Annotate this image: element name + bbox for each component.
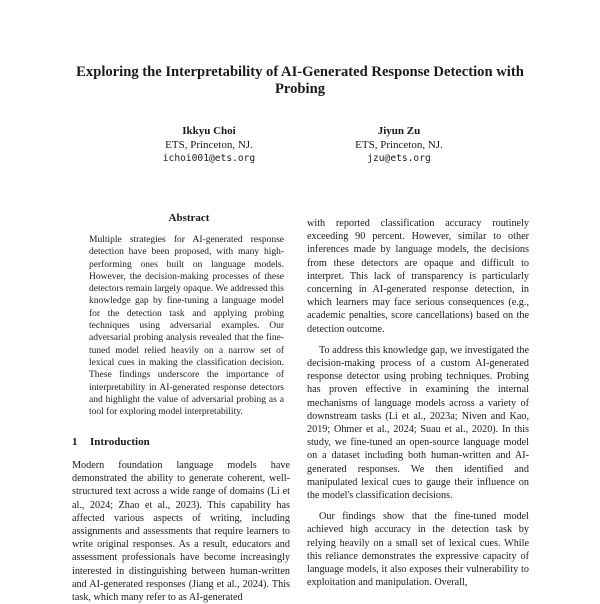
author-block-1 (129, 124, 289, 166)
body-paragraph: To address this knowledge gap, we investigated the decision-making process of a custom AI-generated response detector using probing techniques. Probing has proven effective in examining the internal mechanisms of language models across a variety of downstream tasks (Li et al., 2023a; Niven and Kao, 2019; Ohmer et al., 2024; Suau et al., 2020). In this study, we fine-tuned an open-source language model on a dataset including both human-written and AI-generated responses. We then identified and manipulated lexical cues to gauge their influence on the model's classification decisions. (307, 344, 529, 502)
abstract-heading: Abstract (168, 212, 210, 224)
abstract-body: Multiple strategies for AI-generated response detection have been proposed, with many high-performing ones built on language models. However, the decision-making processes of these detectors remain largely opaque. We addressed this knowledge gap by fine-tuning a language model for the detection task and applying probing techniques using adversarial examples. Our adversarial probing analysis revealed that the fine-tuned model relied heavily on a narrow set of lexical cues in making the classification decision. These findings underscore the importance of interpretability in AI-generated response detectors and highlight the value of adversarial probing as a tool for exploring model interpretability. (89, 235, 284, 418)
body-paragraph: with reported classification accuracy routinely exceeding 90 percent. However, similar to other inferences made by language models, the decisions from these detectors are opaque and difficult to interpret. This lack of transparency is particularly concerning in AI-generated response detection, in which learners may face serious consequences (e.g., academic penalties, score cancellations) based on the detection outcome. (307, 218, 529, 335)
author-affiliation: ETS, Princeton, NJ. (355, 139, 443, 151)
body-paragraph: Our findings show that the fine-tuned model achieved high accuracy in the detection task by relying heavily on a small set of lexical cues. While this reliance demonstrates the expressive capacity of language models, it also exposes their vulnerability to exploitation and manipulation. Overall, (307, 511, 529, 589)
paper-title: Exploring the Interpretability of AI-Generated Response Detection with Probing (76, 64, 524, 97)
intro-paragraph: Modern foundation language models have demonstrated the ability to generate coherent, well-structured text across a wide range of domains (Li et al., 2024; Zhao et al., 2023). This capability has affected various aspects of writing, including assignments and assessments that require learners to write original responses. As a result, educators and assessment professionals have become increasingly interested in distinguishing between human-written and AI-generated responses (Jiang et al., 2024). This task, which many refer to as AI-generated (72, 460, 290, 604)
section-heading (72, 436, 150, 449)
author-block-2 (319, 124, 479, 166)
author-affiliation: ETS, Princeton, NJ. (165, 139, 253, 151)
author-name: Jiyun Zu (377, 125, 421, 137)
section-title: Introduction (90, 436, 150, 448)
section-number: 1 (72, 436, 78, 448)
author-email: jzu@ets.org (367, 153, 431, 164)
author-email: ichoi001@ets.org (162, 153, 256, 164)
author-name: Ikkyu Choi (182, 125, 236, 137)
intro-column-right (307, 217, 529, 597)
intro-column-left (72, 459, 290, 604)
